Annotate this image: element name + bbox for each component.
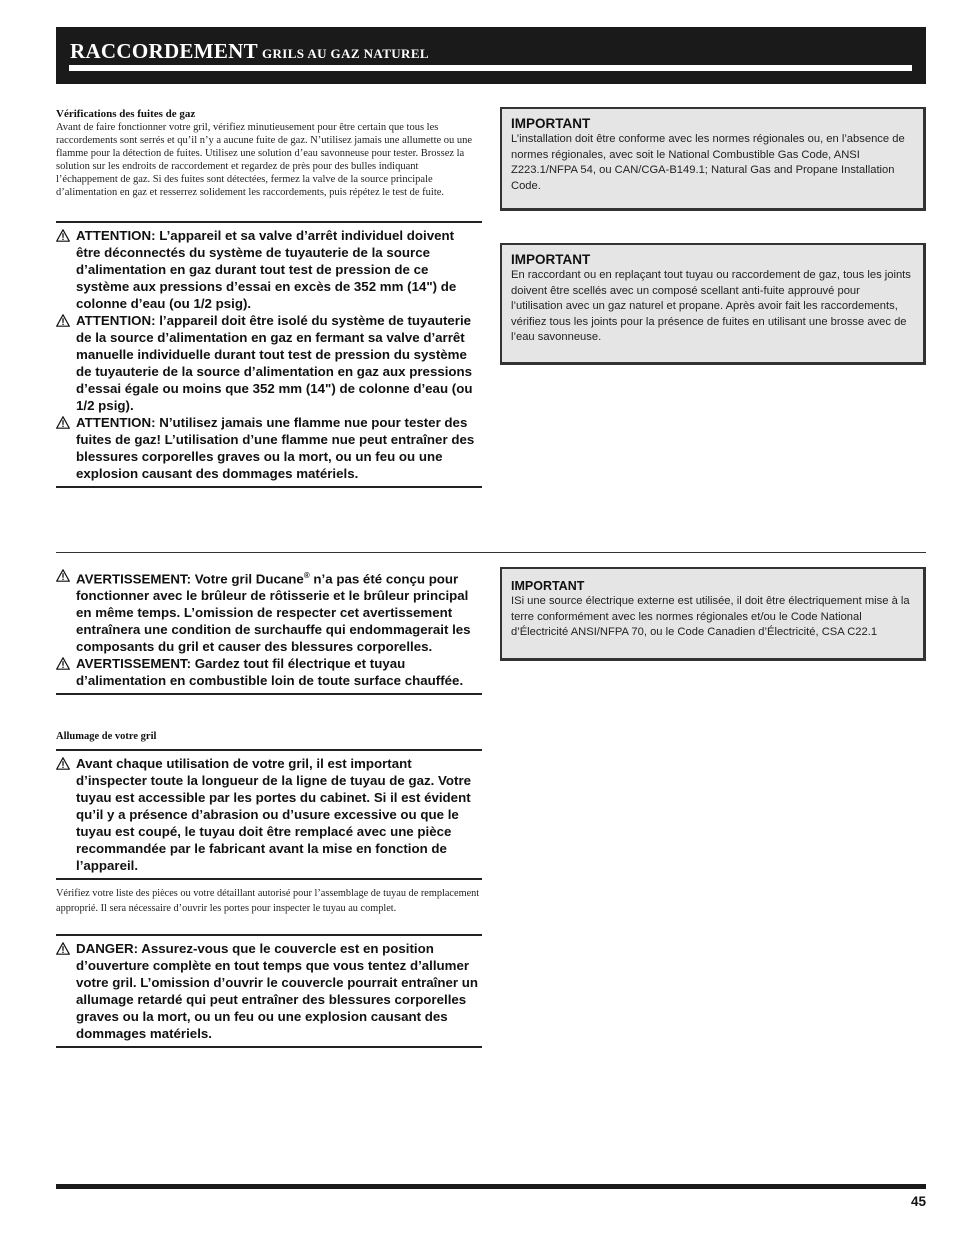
leak-check-text: Avant de faire fonctionner votre gril, vérifiez minutieusement pour être certain que tous les raccordements sont serrés et qu’il n’y a aucune fuite de gaz. N’utilisez jamais une allumette ou une flamme pour la détection de fuites. Utilisez une solution d’eau savonneuse pour tester. Brossez la solution sur les endroits de raccordement et regardez de près pour des bulles indiquant l’échappement de gaz. Si des fuites sont détectées, fermez la valve de la source principale d’alimentation en gaz et resserrez solidement les raccordements, puis répétez le test de fuite. xyxy=(56,122,473,198)
important-text: En raccordant ou en replaçant tout tuyau ou raccordement de gaz, tous les joints doivent être scellés avec un composé scellant anti-fuite approuvé pour l’utilisation avec un gaz naturel et propane. Après avoir fait les raccordements, vérifiez tous les joints pour la présence de fuites en utilisant une brosse avec de l’eau savonneuse. xyxy=(511,269,911,344)
leak-check-heading: Vérifications des fuites de gaz xyxy=(56,108,196,120)
lighting-heading: Allumage de votre gril xyxy=(56,731,157,742)
warning-item xyxy=(56,655,482,689)
section-title xyxy=(70,39,429,64)
important-title: IMPORTANT xyxy=(511,252,591,267)
warning-text: AVERTISSEMENT: Gardez tout fil électrique et tuyau d’alimentation en combustible loin de toute surface chauffée. xyxy=(76,656,464,689)
warning-triangle-icon xyxy=(56,942,70,955)
danger-text: DANGER: Assurez-vous que le couvercle est en position d’ouverture complète en tout temps que vous tentez d’allumer votre gril. L’omission d’ouvrir le couvercle pourrait entraîner un allumage retardé qui peut entraîner des blessures corporelles graves ou la mort, ou un feu ou une explosion causant des dommages matériels. xyxy=(76,941,478,1041)
warning-text: ATTENTION: l’appareil doit être isolé du système de tuyauterie de la source d’alimentation en gaz en fermant sa valve d’arrêt manuelle individuelle durant tout test de pression du système de tuyauterie de la source d’alimentation en gaz aux pressions d’essai égale ou moins que 352 mm (14") de colonne d’eau (ou 1/2 psig). xyxy=(76,313,473,413)
avertissement-warnings xyxy=(56,565,482,695)
header-title-main: RACCORDEMENT xyxy=(70,39,258,63)
warning-triangle-icon xyxy=(56,416,70,429)
warning-item xyxy=(56,312,482,414)
registered-mark: ® xyxy=(303,571,310,580)
footer-rule xyxy=(56,1184,926,1189)
page-number: 45 xyxy=(910,1194,926,1209)
danger-warning xyxy=(56,934,482,1048)
warning-item xyxy=(56,755,482,874)
attention-warnings xyxy=(56,221,482,488)
important-text: L’installation doit être conforme avec les normes régionales ou, en l’absence de normes régionales, avec soit le National Combustible Gas Code, ANSI Z223.1/NFPA 54, ou CAN/CGA-B149.1; Natural Gas and Propane Installation Code. xyxy=(511,133,905,192)
warning-item xyxy=(56,227,482,312)
warning-triangle-icon xyxy=(56,314,70,327)
lighting-warning xyxy=(56,749,482,880)
important-title: IMPORTANT xyxy=(511,579,585,593)
warning-item xyxy=(56,414,482,482)
warning-item xyxy=(56,940,482,1042)
warning-text-start: AVERTISSEMENT: Votre gril Ducane xyxy=(76,571,304,587)
warning-item xyxy=(56,567,482,655)
important-text: ISi une source électrique externe est utilisée, il doit être électriquement mise à la terre conformément avec les normes régionales et/ou le Code National d’Électricité ANSI/NFPA 70, ou le Code Canadien d’Électricité, CSA C22.1 xyxy=(511,595,910,639)
important-title: IMPORTANT xyxy=(511,116,591,131)
section-divider xyxy=(56,552,926,553)
warning-text-end: n’a pas été conçu pour fonctionner avec le brûleur de rôtisserie et le brûleur principal en même temps. L’omission de respecter cet avertissement entraînera une condition de surchauffe qui endommagerait les composants du gril et causer des blessures corporelles. xyxy=(76,571,471,655)
warning-triangle-icon xyxy=(56,229,70,242)
warning-triangle-icon xyxy=(56,657,70,670)
warning-text: ATTENTION: N’utilisez jamais une flamme nue pour tester des fuites de gaz! L’utilisation d’une flamme nue peut entraîner des blessures corporelles graves ou la mort, ou un feu ou une explosion causant des dommages matériels. xyxy=(76,415,475,481)
page-header xyxy=(56,27,926,84)
warning-text: ATTENTION: L’appareil et sa valve d’arrêt individuel doivent être déconnectés du système de tuyauterie de la source d’alimentation en gaz durant tout test de pression de ce système aux pressions d’essai en excès de 352 mm (14") de colonne d’eau (ou 1/2 psig). xyxy=(76,228,457,311)
warning-text: Avant chaque utilisation de votre gril, il est important d’inspecter toute la longueur de la ligne de tuyau de gaz. Votre tuyau est accessible par les portes du cabinet. Si il est évident qu’il y a présence d’abrasion ou d’usure excessive ou que le tuyau est coupé, le tuyau doit être remplacé avec une pièce recommandée par le fabricant avant la mise en fonction de l’appareil. xyxy=(76,756,472,873)
important-box-electrical xyxy=(500,567,926,661)
important-box-sealing xyxy=(500,243,926,365)
warning-triangle-icon xyxy=(56,757,70,770)
header-rule xyxy=(69,65,912,71)
warning-triangle-icon xyxy=(56,569,70,582)
header-subtitle: GRILS AU GAZ NATUREL xyxy=(261,46,429,61)
lighting-note: Vérifiez votre liste des pièces ou votre détaillant autorisé pour l’assemblage de tuyau de remplacement approprié. Il sera nécessaire d’ouvrir les portes pour inspecter le tuyau au complet. xyxy=(56,888,480,914)
important-box-installation xyxy=(500,107,926,211)
